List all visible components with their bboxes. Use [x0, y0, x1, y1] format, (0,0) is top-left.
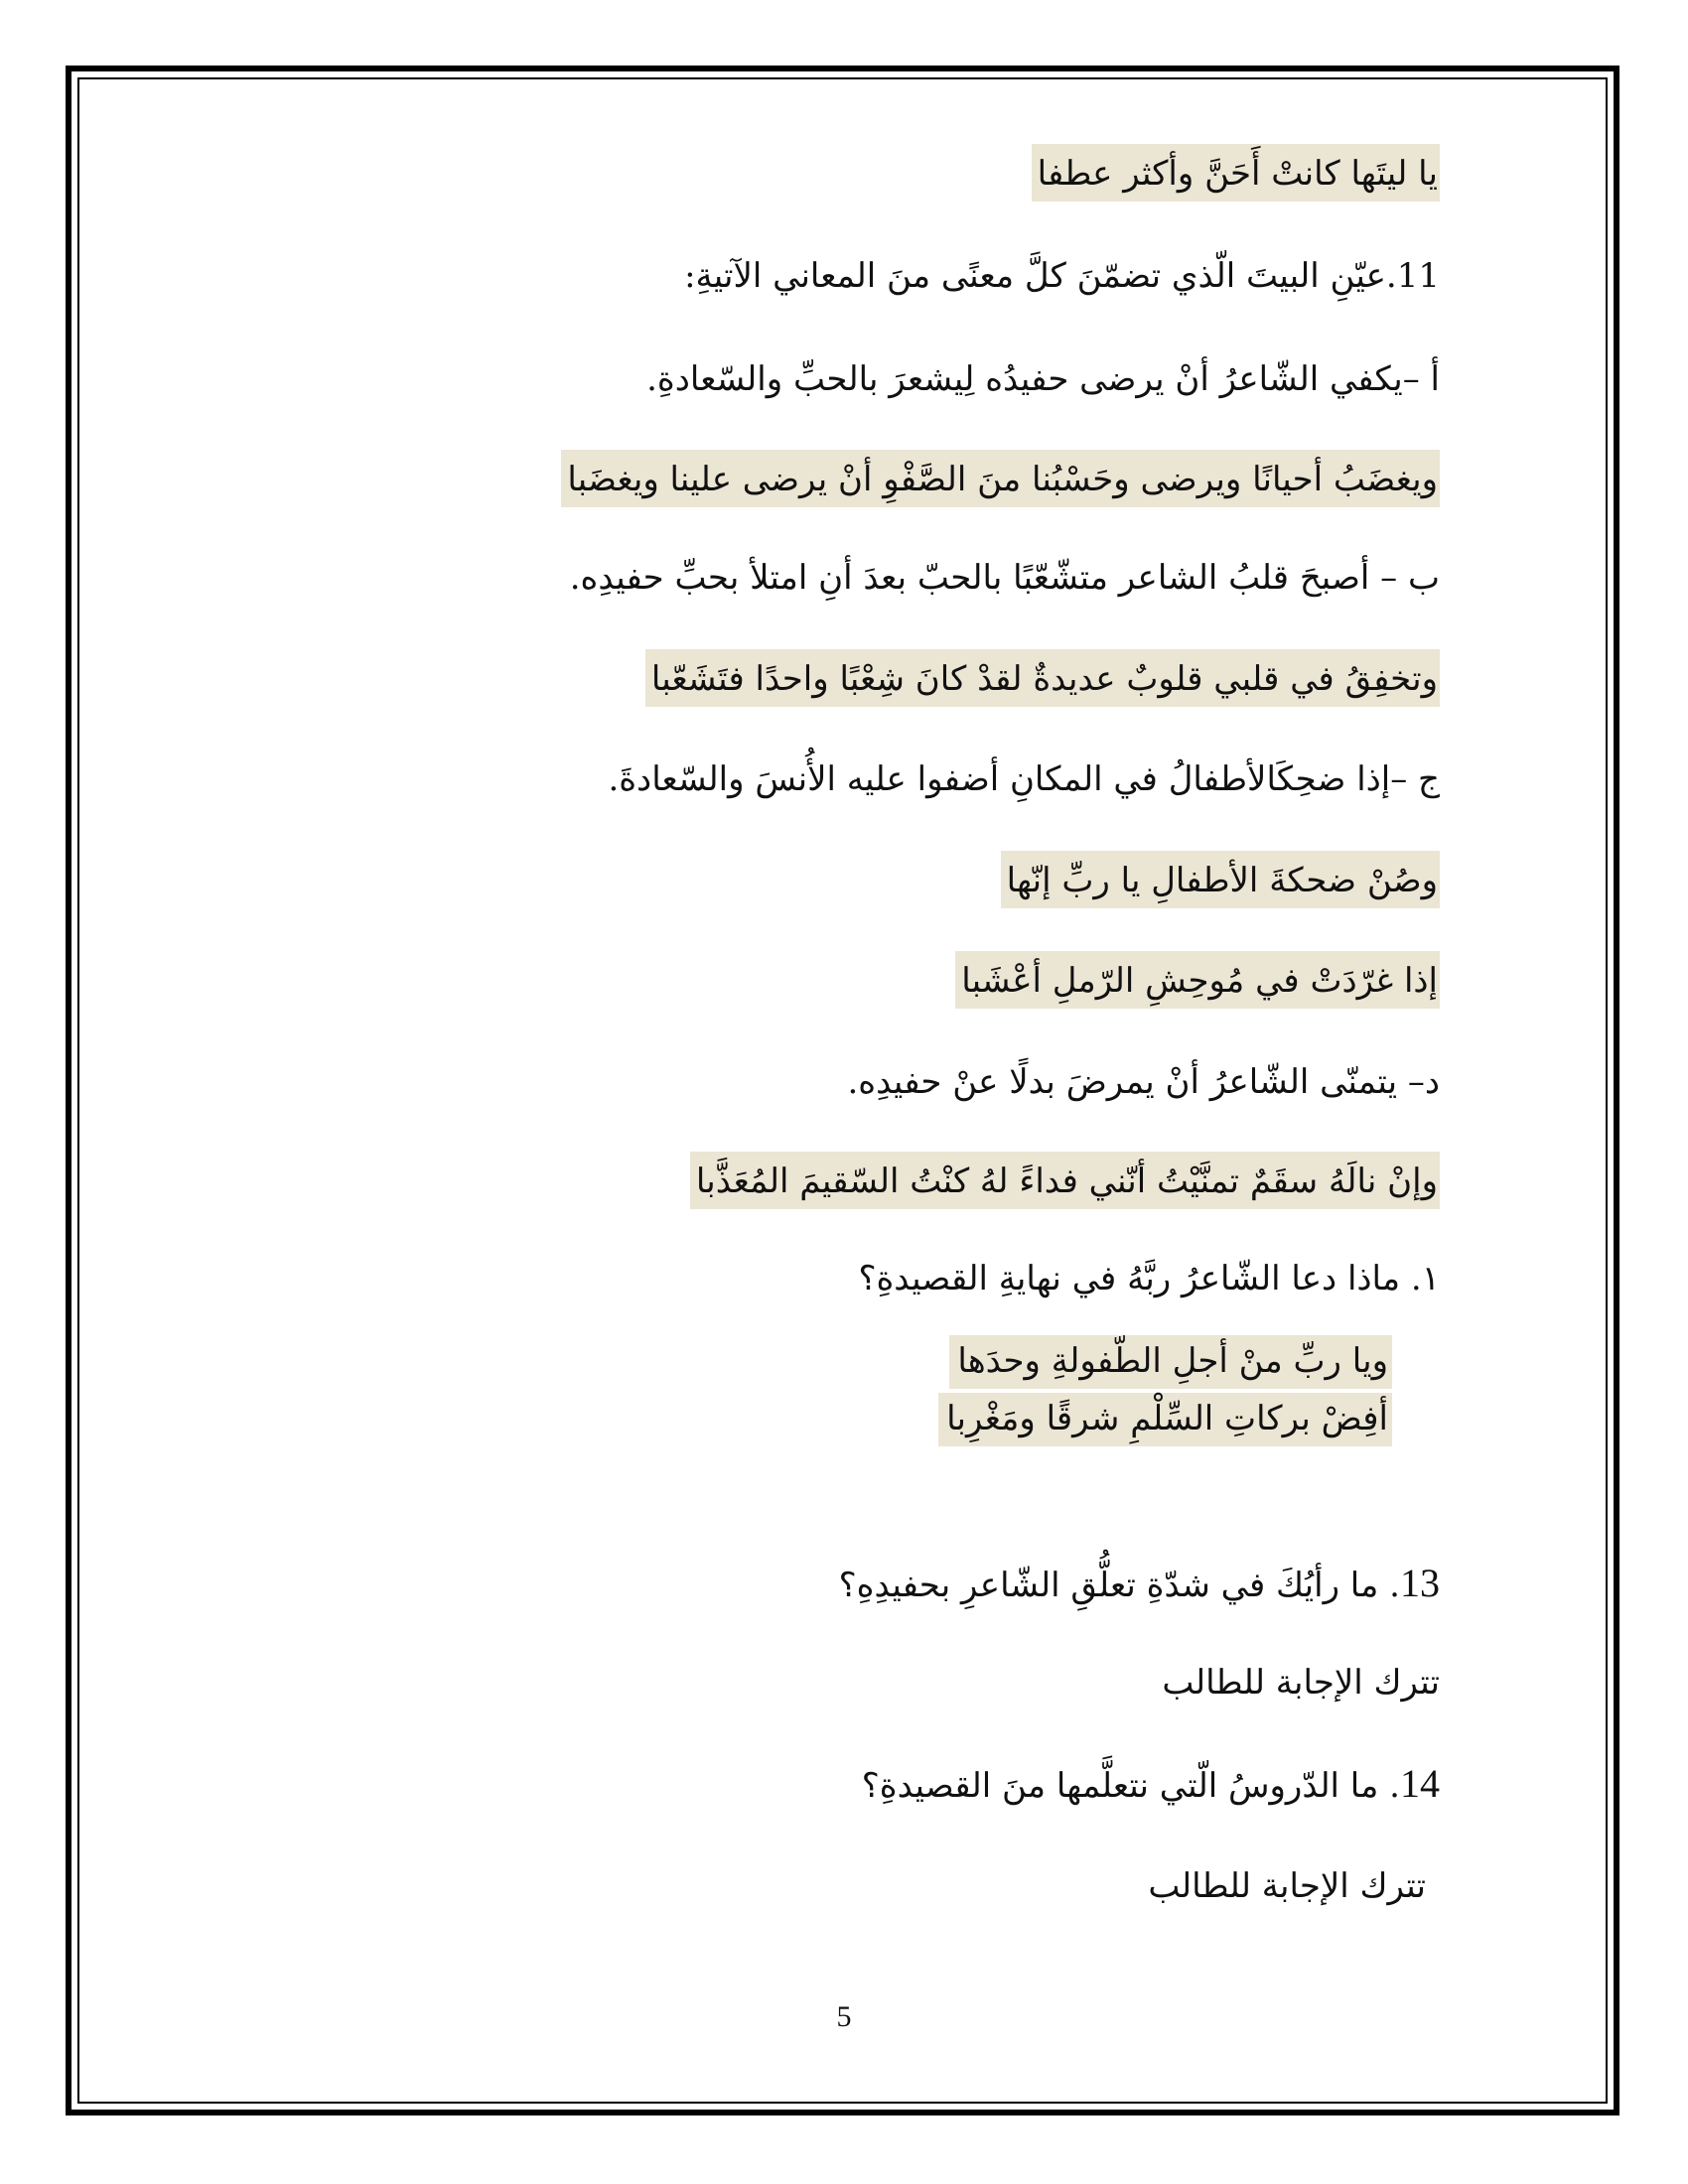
question-12: ١. ماذا دعا الشّاعرُ ربَّهُ في نهايةِ القصيدةِ؟: [858, 1259, 1440, 1298]
question-13: 13. ما رأيُكَ في شدّةِ تعلُّقِ الشّاعرِ بحفيدِهِ؟: [838, 1561, 1440, 1605]
verse-line: وصُنْ ضحكةَ الأطفالِ يا ربِّ إنّها: [1001, 851, 1440, 908]
closing-verses: [938, 1335, 1392, 1450]
verse-line: ويغضَبُ أحيانًا ويرضى وحَسْبُنا منَ الصَّفْوِ أنْ يرضى علينا ويغضَبا: [561, 450, 1440, 507]
closing-verse-1: ويا ربِّ منْ أجلِ الطّفولةِ وحدَها: [949, 1335, 1392, 1389]
closing-verse-2: أفِضْ بركاتِ السِّلْمِ شرقًا ومَغْرِبا: [938, 1393, 1392, 1446]
answer-13: تترك الإجابة للطالب: [1162, 1663, 1440, 1703]
meaning-a: أ –يكفي الشّاعرُ أنْ يرضى حفيدُه لِيشعرَ بالحبِّ والسّعادةِ.: [646, 359, 1440, 399]
answer-14: تترك الإجابة للطالب: [1148, 1866, 1426, 1906]
verse-line: إذا غرّدَتْ في مُوحِشِ الرّملِ أعْشَبا: [955, 951, 1440, 1009]
meaning-d: د– يتمنّى الشّاعرُ أنْ يمرضَ بدلًا عنْ حفيدِه.: [847, 1062, 1440, 1102]
page-content: [149, 139, 1440, 2045]
page-number: 5: [836, 2000, 852, 2033]
verse-line: وإنْ نالَهُ سقَمٌ تمنَّيْتُ أنّني فداءً لهُ كنْتُ السّقيمَ المُعَذَّبا: [690, 1152, 1440, 1209]
meaning-b: ب – أصبحَ قلبُ الشاعر متشّعّبًا بالحبّ بعدَ أنِ امتلأ بحبِّ حفيدِه.: [569, 558, 1440, 598]
question-14: 14. ما الدّروسُ الّتي نتعلَّمها منَ القصيدةِ؟: [861, 1761, 1440, 1806]
verse-line: وتخفِقُ في قلبي قلوبٌ عديدةٌ لقدْ كانَ شِعْبًا واحدًا فتَشَعّبا: [645, 649, 1440, 707]
meaning-c: ج –إذا ضحِكَالأطفالُ في المكانِ أضفوا عليه الأُنسَ والسّعادةَ.: [608, 759, 1440, 799]
question-11: 11.عيّنِ البيتَ الّذي تضمّنَ كلَّ معنًى منَ المعاني الآتيةِ:: [684, 256, 1440, 296]
verse-line: يا ليتَها كانتْ أَحَنَّ وأكثر عطفا: [1032, 144, 1440, 202]
